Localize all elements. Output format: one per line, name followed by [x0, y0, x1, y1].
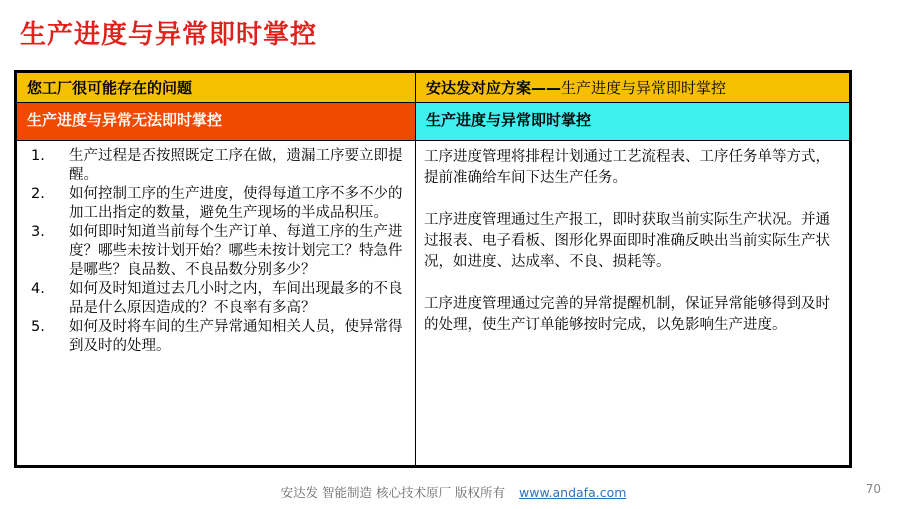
solution-paragraph: 工序进度管理将排程计划通过工艺流程表、工序任务单等方式，提前准确给车间下达生产任务。	[424, 149, 830, 186]
footer-copyright: 安达发 智能制造 核心技术原厂 版权所有	[280, 485, 505, 500]
problems-cell	[17, 141, 416, 466]
issues-list	[25, 147, 407, 356]
solution-paragraph: 工序进度管理通过完善的异常提醒机制，保证异常能够得到及时的处理，使生产订单能够按时完成，以免影响生产进度。	[424, 296, 830, 333]
footer	[0, 483, 907, 501]
subheader-solution-label: 生产进度与异常即时掌控	[426, 111, 592, 129]
solution-paragraph: 工序进度管理通过生产报工，即时获取当前实际生产状况。并通过报表、电子看板、图形化界面即时准确反映出当前实际生产状况，如进度、达成率、不良、损耗等。	[424, 212, 830, 270]
header-problems	[17, 73, 416, 103]
list-item-number: 4.	[31, 281, 45, 297]
list-item	[25, 280, 407, 318]
solutions-cell	[416, 141, 850, 466]
page-number: 70	[865, 482, 881, 496]
header-problems-label: 您工厂很可能存在的问题	[27, 79, 193, 97]
list-item-number: 2.	[31, 186, 45, 202]
list-item	[25, 185, 407, 223]
header-solutions-label: 安达发对应方案——	[426, 79, 562, 97]
subheader-problem-label: 生产进度与异常无法即时掌控	[27, 111, 223, 129]
list-item-text: 如何及时将车间的生产异常通知相关人员，使异常得到及时的处理。	[69, 319, 403, 354]
header-solutions-sublabel: 生产进度与异常即时掌控	[561, 79, 727, 97]
comparison-table	[14, 70, 852, 468]
list-item-text: 如何即时知道当前每个生产订单、每道工序的生产进度？哪些未按计划开始？哪些未按计划完工？特急件是哪些？良品数、不良品数分别多少？	[69, 224, 403, 278]
list-item	[25, 318, 407, 356]
list-item-number: 1.	[31, 148, 45, 164]
page-title: 生产进度与异常即时掌控	[20, 20, 318, 50]
list-item	[25, 223, 407, 280]
list-item-number: 3.	[31, 224, 45, 240]
subheader-problem	[17, 103, 416, 141]
list-item	[25, 147, 407, 185]
list-item-text: 如何及时知道过去几小时之内，车间出现最多的不良品是什么原因造成的？不良率有多高？	[69, 281, 403, 316]
website-link[interactable]: www.andafa.com	[519, 485, 627, 500]
header-solutions	[416, 73, 850, 103]
list-item-text: 生产过程是否按照既定工序在做，遗漏工序要立即提醒。	[69, 148, 403, 183]
list-item-number: 5.	[31, 319, 45, 335]
list-item-text: 如何控制工序的生产进度，使得每道工序不多不少的加工出指定的数量，避免生产现场的半成品积压。	[69, 186, 403, 221]
subheader-solution	[416, 103, 850, 141]
